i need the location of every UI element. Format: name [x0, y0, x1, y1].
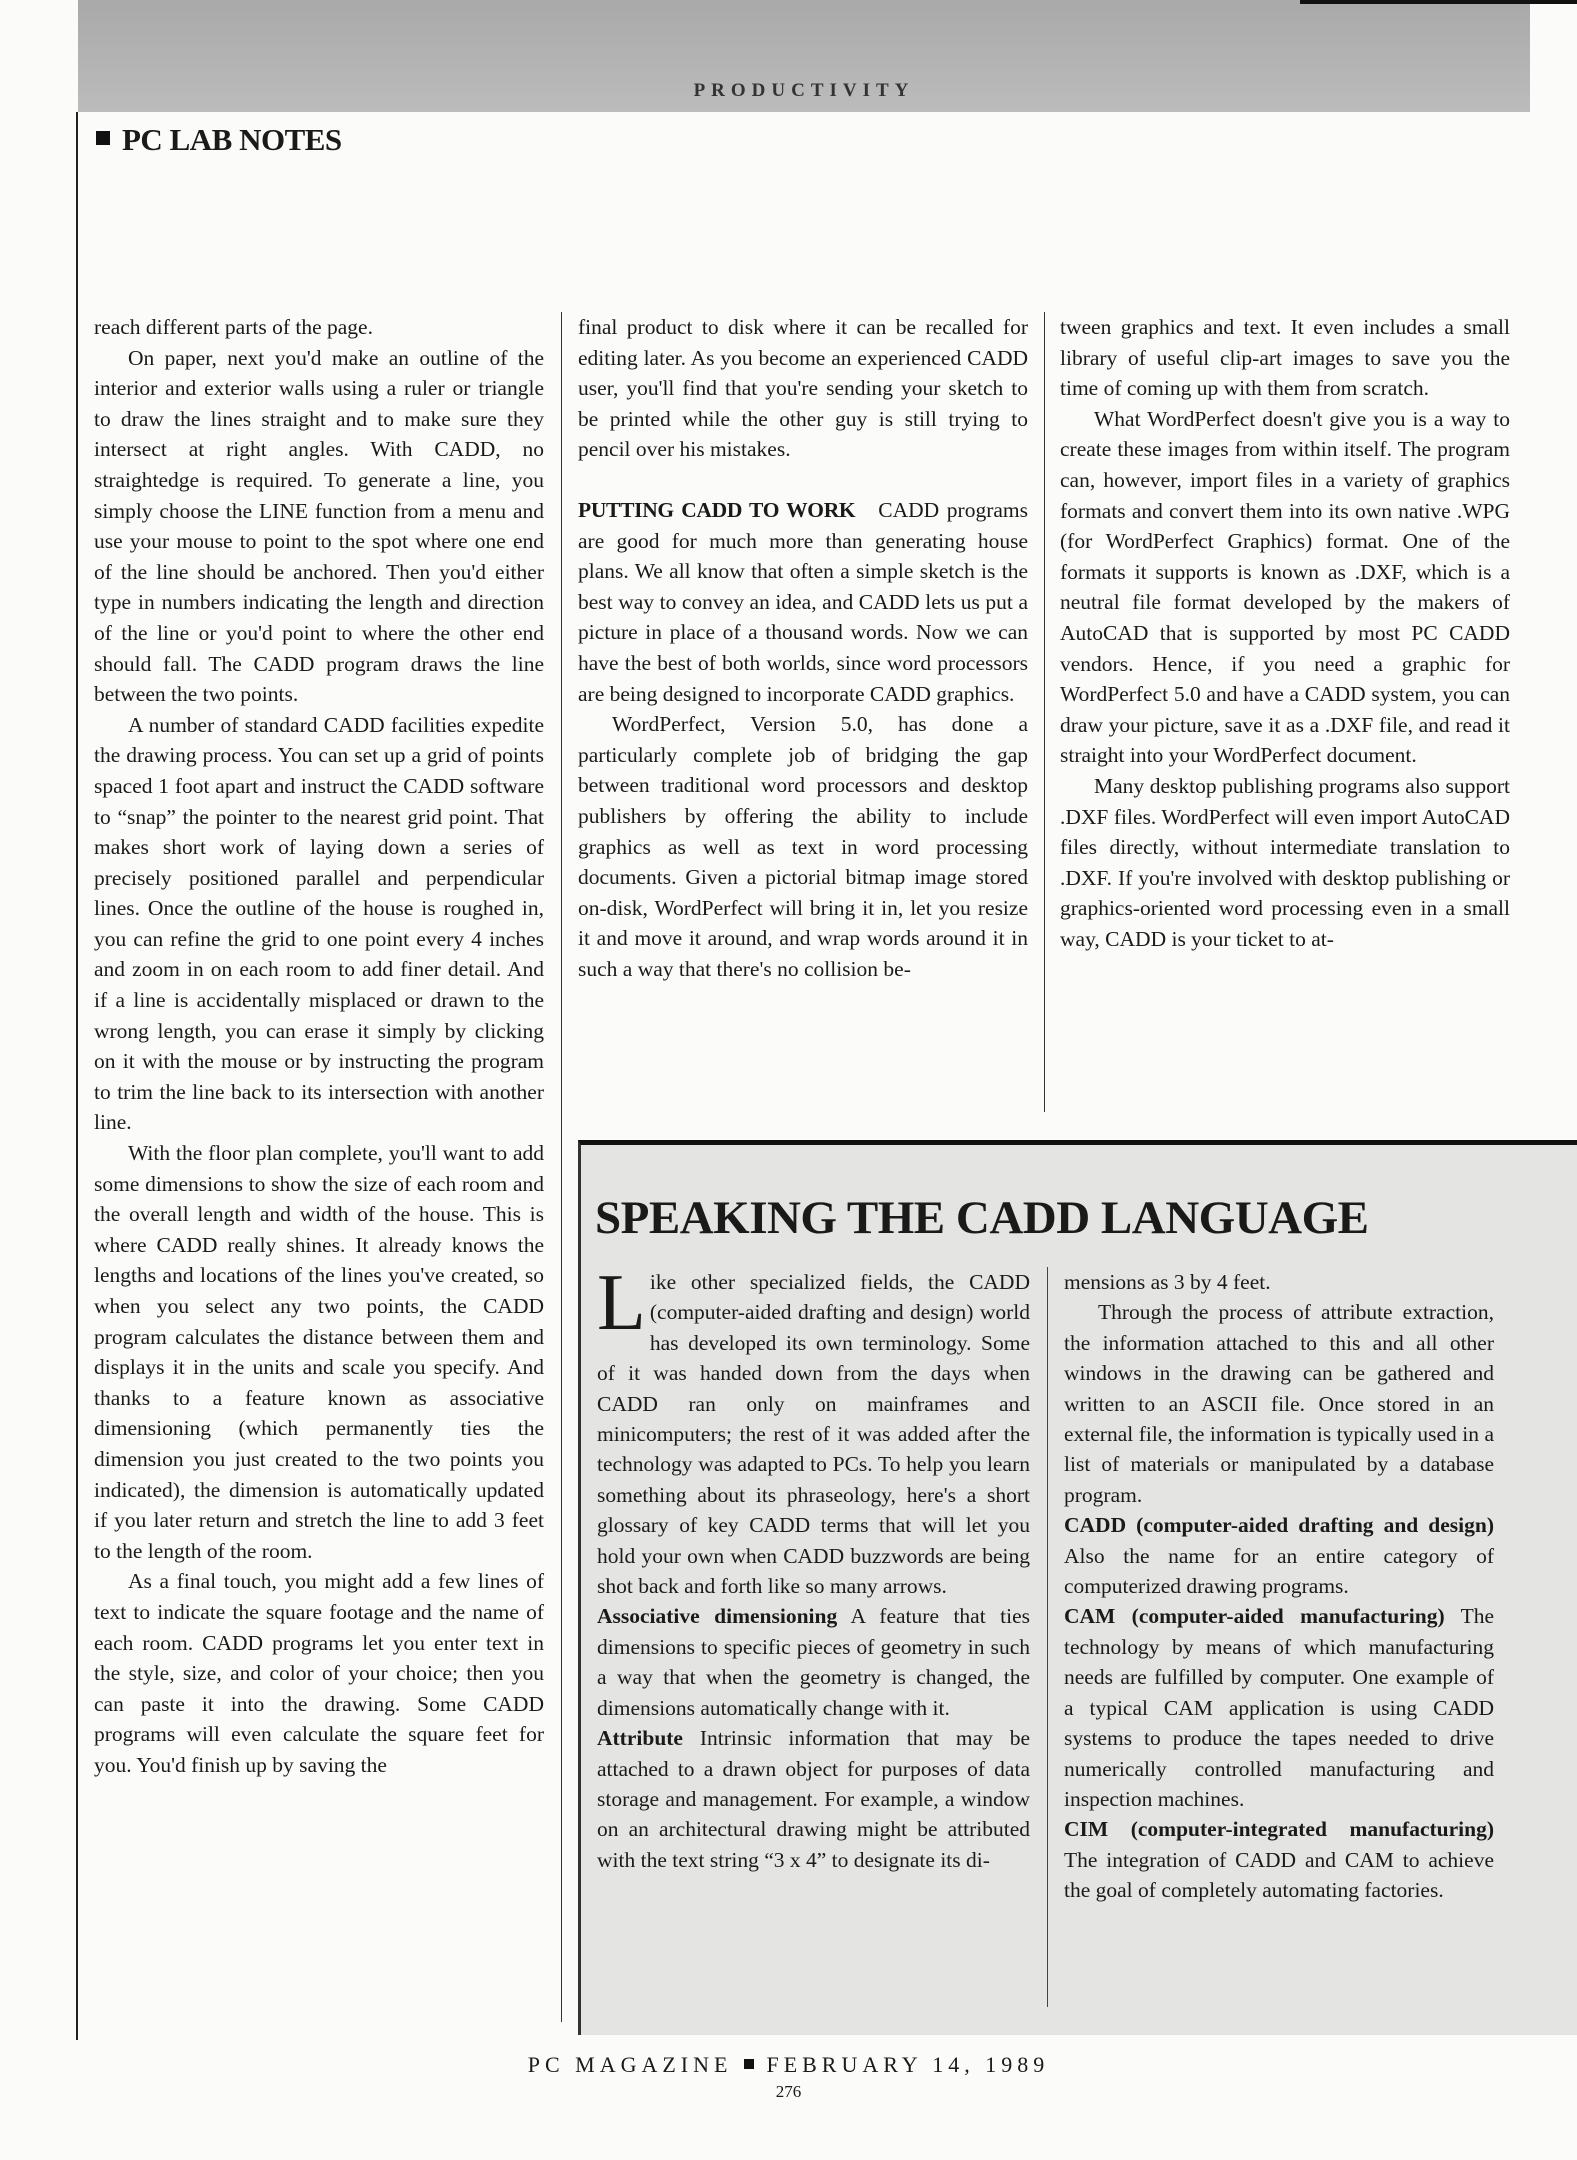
- left-margin-rule: [76, 112, 78, 2040]
- paragraph: With the floor plan complete, you'll want to add some dimensions to show the size of each room and the overall length and width of the house. This is where CADD really shines. It already knows the lengths and locations of the lines you've created, so when you select any two points, the CADD program calculates the distance between them and displays it in the units and scale you specify. And thanks to a feature known as associative dimensioning (which permanently ties the dimension you just created to the two points you indicated), the dimension is automatically updated if you later return and stretch the line to add 3 feet to the length of the room.: [94, 1141, 544, 1563]
- sidebar-intro: [597, 1259, 1030, 1601]
- article-column-2: [578, 312, 1028, 984]
- glossary-term: Attribute: [597, 1726, 683, 1751]
- top-rule: [1300, 0, 1577, 4]
- column-header-text: PC LAB NOTES: [122, 122, 342, 157]
- glossary-definition: Also the name for an entire category of computerized drawing programs.: [1064, 1543, 1494, 1599]
- square-bullet-icon: [744, 2059, 754, 2069]
- column-header: [96, 122, 342, 158]
- glossary-definition: A feature that ties dimensions to specific pieces of geometry in such a way that when the geometry is changed, the dimensions automatically change with it.: [597, 1604, 1030, 1720]
- glossary-definition: The technology by means of which manufacturing needs are fulfilled by computer. One example of a typical CAM application is using CADD systems to produce the tapes needed to drive numerically controlled manufacturing and inspection machines.: [1064, 1604, 1494, 1811]
- subhead-text: CADD programs are good for much more than generating house plans. We all know that often a simple sketch is the best way to convey an idea, and CADD lets us put a picture in place of a thousand words. Now we can have the best of both worlds, since word processors are being designed to incorporate CADD graphics.: [578, 497, 1029, 706]
- paragraph: A number of standard CADD facilities expedite the drawing process. You can set up a grid of points spaced 1 foot apart and instruct the CADD software to “snap” the pointer to the nearest grid point. That makes short work of laying down a series of precisely positioned parallel and perpendicular lines. Once the outline of the house is roughed in, you can refine the grid to one point every 4 inches and zoom in on each room to add finer detail. And if a line is accidentally misplaced or drawn to the wrong length, you can erase it simply by clicking on it with the mouse or by instructing the program to trim the line back to its intersection with another line.: [94, 712, 544, 1135]
- page-footer: [0, 2052, 1577, 2078]
- glossary-entry: [1064, 1601, 1494, 1814]
- paragraph: Through the process of attribute extraction, the information attached to this and all other windows in the drawing can be gathered and written to an ASCII file. Once stored in an external file, the information is typically used in a list of materials or manipulated by a database program.: [1064, 1300, 1494, 1507]
- paragraph: What WordPerfect doesn't give you is a way to create these images from within itself. The program can, however, import files in a variety of graphics formats and convert them into its own native .WPG (for WordPerfect Graphics) format. One of the formats it supports is known as .DXF, which is a neutral file format developed by the makers of AutoCAD that is supported by most PC CADD vendors. Hence, if you need a graphic for WordPerfect 5.0 and have a CADD system, you can draw your picture, save it as a .DXF file, and read it straight into your WordPerfect document.: [1060, 406, 1510, 768]
- continuation: mensions as 3 by 4 feet.: [1064, 1270, 1271, 1294]
- subhead: PUTTING CADD TO WORK: [578, 497, 856, 522]
- paragraph: As a final touch, you might add a few lines of text to indicate the square footage and the name of each room. CADD programs let you enter text in the style, size, and color of your choice; then you can paste it into the drawing. Some CADD programs will even calculate the square feet for you. You'd finish up by saving the: [94, 1569, 544, 1777]
- sidebar-column-1: [597, 1259, 1031, 1875]
- glossary-entry: [597, 1601, 1030, 1723]
- glossary-term: Associative dimensioning: [597, 1604, 838, 1629]
- intro-text: ike other specialized fields, the CADD (computer-aided drafting and design) world has developed its own terminology. Some of it was handed down from the days when CADD ran only on mainframes and minicomputers; the rest of it was added after the technology was adapted to PCs. To help you learn something about its phraseology, here's a short glossary of key CADD terms that will let you hold your own when CADD buzzwords are being shot back and forth like so many arrows.: [597, 1270, 1030, 1599]
- glossary-entry: [597, 1723, 1030, 1875]
- glossary-term: CIM (computer-integrated manufacturing): [1064, 1817, 1494, 1842]
- page-number: 276: [775, 2082, 802, 2101]
- section-label: PRODUCTIVITY: [693, 80, 915, 101]
- glossary-term: CADD (computer-aided drafting and design): [1064, 1513, 1494, 1538]
- sidebar-title: SPEAKING THE CADD LANGUAGE: [595, 1192, 1369, 1244]
- article-column-1: [94, 312, 544, 1781]
- paragraph: On paper, next you'd make an outline of the interior and exterior walls using a ruler or triangle to draw the lines straight and to make sure they intersect at right angles. With CADD, no straightedge is required. To generate a line, you simply choose the LINE function from a menu and use your mouse to point to the spot where one end of the line should be anchored. Then you'd either type in numbers indicating the length and direction of the line or you'd point to where the other end should fall. The CADD program draws the line between the two points.: [94, 345, 544, 707]
- square-bullet-icon: [96, 131, 110, 145]
- paragraph: reach different parts of the page.: [94, 315, 373, 339]
- paragraph: WordPerfect, Version 5.0, has done a particularly complete job of bridging the gap between traditional word processors and desktop publishers by offering the ability to include graphics as well as text in word processing documents. Given a pictorial bitmap image stored on-disk, WordPerfect will bring it in, let you resize it and move it around, and wrap words around it in such a way that there's no collision be-: [578, 712, 1028, 981]
- section-banner: [78, 0, 1530, 112]
- column-rule: [1044, 312, 1045, 1112]
- paragraph: final product to disk where it can be recalled for editing later. As you become an experienced CADD user, you'll find that you're sending your sketch to be printed while the other guy is still trying to pencil over his mistakes.: [578, 315, 1028, 462]
- glossary-entry: [1064, 1510, 1494, 1601]
- column-rule: [561, 312, 562, 2022]
- paragraph: [578, 495, 1028, 709]
- article-column-3: [1060, 312, 1510, 954]
- magazine-name: PC MAGAZINE: [527, 2052, 733, 2077]
- glossary-definition: Intrinsic information that may be attached to a drawn object for purposes of data storage and management. For example, a window on an architectural drawing might be attributed with the text string “3 x 4” to designate its di-: [597, 1726, 1031, 1872]
- paragraph: tween graphics and text. It even includes a small library of useful clip-art images to save you the time of coming up with them from scratch.: [1060, 315, 1510, 401]
- glossary-sidebar: [578, 1140, 1577, 2035]
- sidebar-column-2: [1064, 1267, 1494, 1906]
- drop-cap: L: [597, 1259, 646, 1347]
- issue-date: FEBRUARY 14, 1989: [766, 2052, 1050, 2077]
- paragraph: Many desktop publishing programs also support .DXF files. WordPerfect will even import AutoCAD files directly, without intermediate translation to .DXF. If you're involved with desktop publishing or graphics-oriented word processing even in a small way, CADD is your ticket to at-: [1060, 773, 1510, 951]
- glossary-definition: The integration of CADD and CAM to achieve the goal of completely automating factories.: [1064, 1847, 1494, 1903]
- sidebar-column-rule: [1047, 1267, 1048, 2007]
- glossary-entry: [1064, 1814, 1494, 1905]
- glossary-term: CAM (computer-aided manufacturing): [1064, 1604, 1445, 1629]
